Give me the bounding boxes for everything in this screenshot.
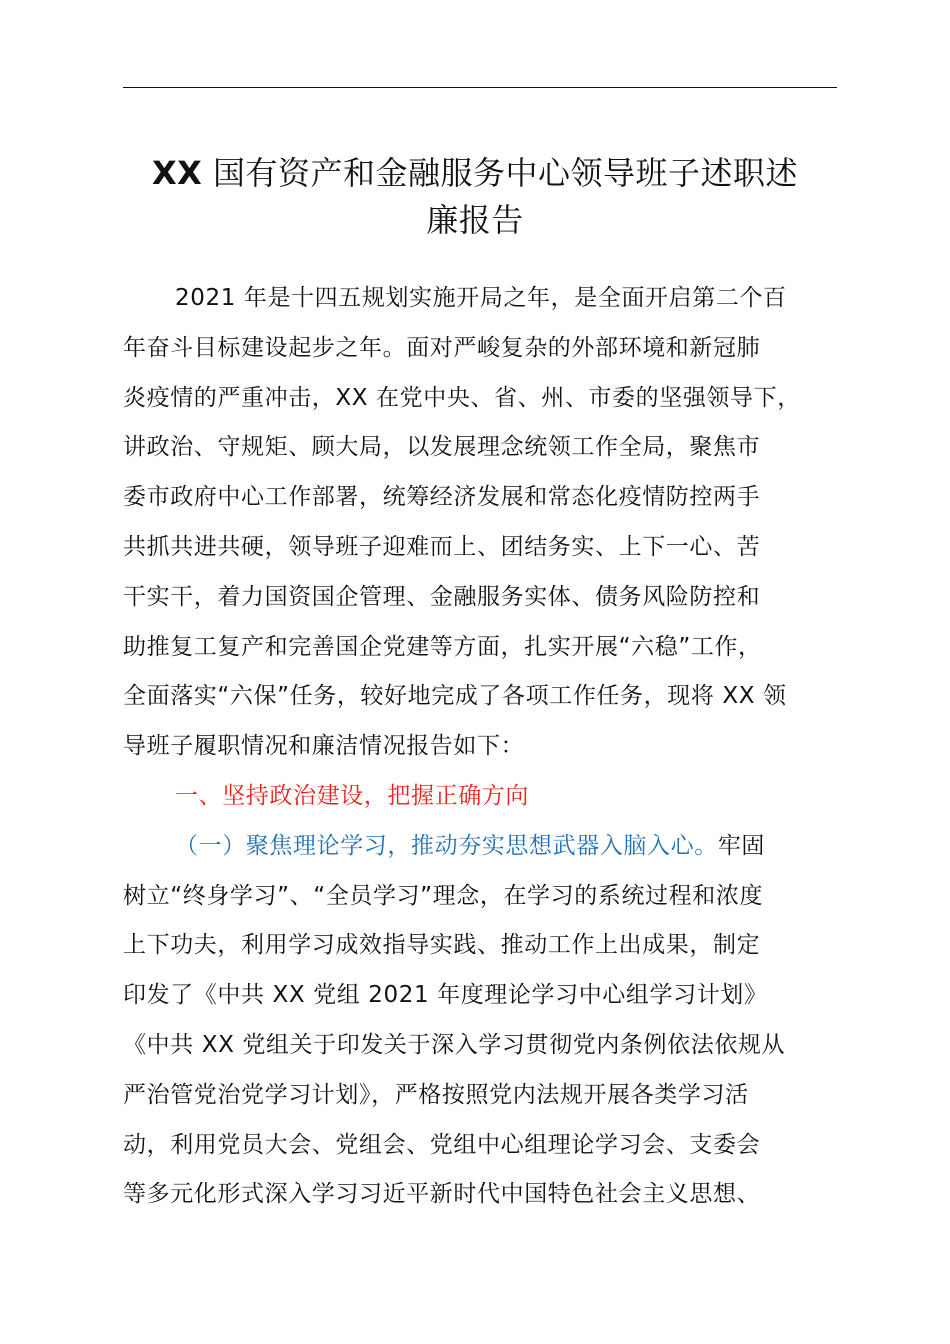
title-prefix: XX bbox=[151, 154, 203, 192]
paragraph-2-line: 树立“终身学习”、“全员学习”理念，在学习的系统过程和浓度 bbox=[123, 882, 764, 909]
paragraph-1-line: 干实干，着力国资国企管理、金融服务实体、债务风险防控和 bbox=[123, 583, 761, 610]
paragraph-1-line: 年奋斗目标建设起步之年。面对严峻复杂的外部环境和新冠肺 bbox=[123, 334, 761, 361]
paragraph-1-line: 共抓共进共硬，领导班子迎难而上、团结务实、上下一心、苦 bbox=[123, 533, 761, 560]
paragraph-2-line: 等多元化形式深入学习习近平新时代中国特色社会主义思想、 bbox=[123, 1181, 761, 1208]
paragraph-2-line: 印发了《中共 XX 党组 2021 年度理论学习中心组学习计划》 bbox=[123, 982, 768, 1009]
title-line-1-text: 国有资产和金融服务中心领导班子述职述 bbox=[213, 154, 799, 192]
paragraph-2-line: 动，利用党员大会、党组会、党组中心组理论学习会、支委会 bbox=[123, 1131, 761, 1158]
paragraph-1-line: 炎疫情的严重冲击，XX 在党中央、省、州、市委的坚强领导下， bbox=[123, 384, 801, 411]
document-body bbox=[123, 274, 837, 1220]
paragraph-2-line: 《中共 XX 党组关于印发关于深入学习贯彻党内条例依法依规从 bbox=[123, 1031, 786, 1058]
title-line-2: 廉报告 bbox=[426, 201, 524, 239]
subsection-line-tail: 牢固 bbox=[717, 832, 766, 859]
paragraph-1-line: 导班子履职情况和廉洁情况报告如下： bbox=[123, 733, 525, 760]
subsection-line bbox=[123, 822, 837, 872]
paragraph-2-line: 严治管党治党学习计划》，严格按照党内法规开展各类学习活 bbox=[123, 1081, 749, 1108]
paragraph-1-line: 助推复工复产和完善国企党建等方面，扎实开展“六稳”工作， bbox=[123, 633, 762, 660]
paragraph-1-line: 委市政府中心工作部署，统筹经济发展和常态化疫情防控两手 bbox=[123, 484, 761, 511]
paragraph-1-line: 讲政治、守规矩、顾大局，以发展理念统领工作全局，聚焦市 bbox=[123, 434, 761, 461]
header-rule bbox=[123, 87, 837, 88]
title-line-1 bbox=[100, 150, 850, 197]
section-heading-1: 一、坚持政治建设，把握正确方向 bbox=[175, 782, 529, 809]
paragraph-1-line: 2021 年是十四五规划实施开局之年，是全面开启第二个百 bbox=[175, 285, 787, 311]
document-title bbox=[100, 150, 850, 244]
paragraph-1-line: 全面落实“六保”任务，较好地完成了各项工作任务，现将 XX 领 bbox=[123, 683, 787, 710]
paragraph-2-line: 上下功夫，利用学习成效指导实践、推动工作上出成果，制定 bbox=[123, 932, 761, 959]
subsection-heading-1: （一）聚焦理论学习，推动夯实思想武器入脑入心。 bbox=[175, 832, 718, 859]
